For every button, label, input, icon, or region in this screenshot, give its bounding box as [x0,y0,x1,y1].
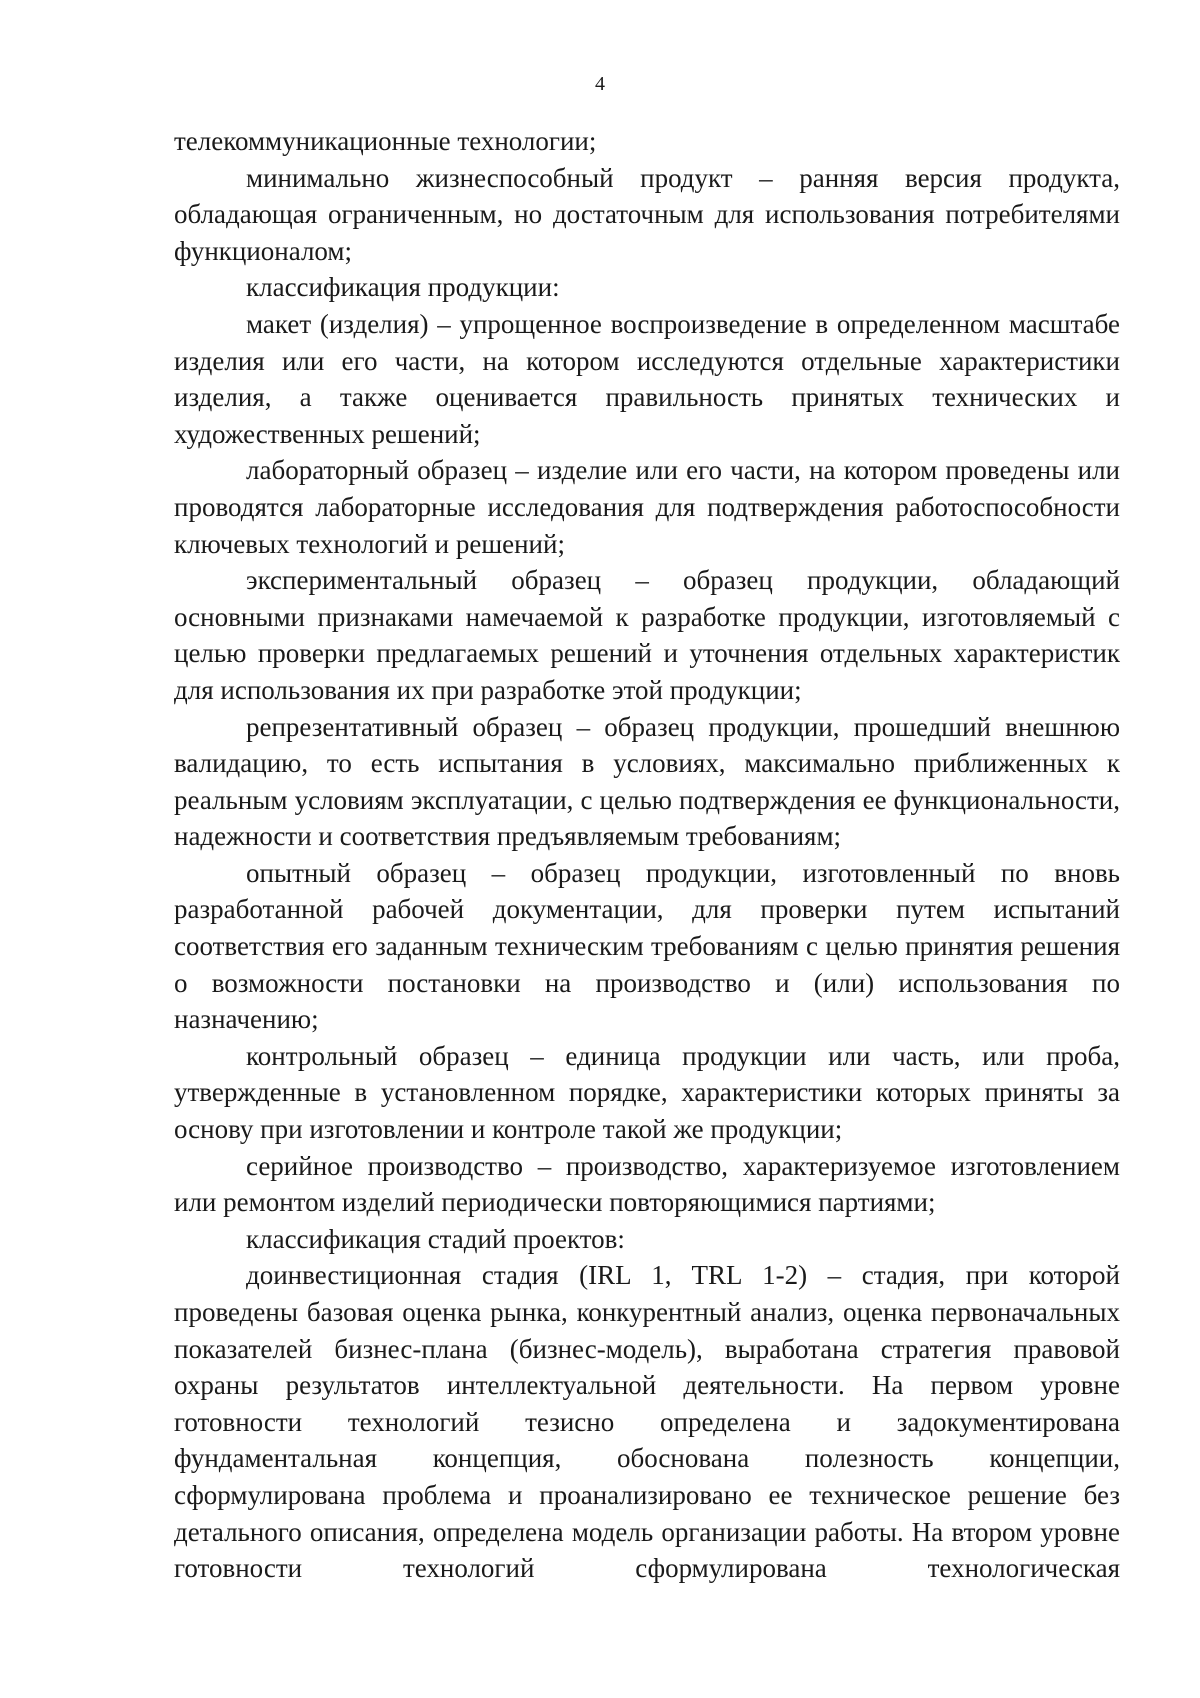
paragraph: контрольный образец – единица продукции или часть, или проба, утвержденные в установленном порядке, характеристики которых приняты за основу при изготовлении и контроле такой же продукции; [174,1040,1120,1145]
paragraph: доинвестиционная стадия (IRL 1, TRL 1-2) – стадия, при которой проведены базовая оценка рынка, конкурентный анализ, оценка первоначальных показателей бизнес-плана (бизнес-модель), выработана стратегия правовой охраны результатов интеллектуальной деятельности. На первом уровне готовности технологий тезисно определена и задокументирована фундаментальная концепция, обоснована полезность концепции, сформулирована проблема и проанализировано ее техническое решение без детального описания, определена модель организации работы. На втором уровне готовности технологий сформулирована технологическая [174,1260,1120,1584]
paragraph: лабораторный образец – изделие или его части, на котором проведены или проводятся лабораторные исследования для подтверждения работоспособности ключевых технологий и решений; [174,455,1120,559]
page-number: 4 [595,73,605,95]
paragraph: опытный образец – образец продукции, изготовленный по вновь разработанной рабочей документации, для проверки путем испытаний соответствия его заданным техническим требованиям с целью принятия решения о возможности постановки на производство и (или) использования по назначению; [174,857,1120,1035]
paragraph: телекоммуникационные технологии; [174,126,597,156]
paragraph: экспериментальный образец – образец продукции, обладающий основными признаками намечаемой к разработке продукции, изготовляемый с целью проверки предлагаемых решений и уточнения отдельных характеристик для использования их при разработке этой продукции; [174,565,1120,705]
paragraph: классификация стадий проектов: [246,1223,625,1254]
paragraph: макет (изделия) – упрощенное воспроизведение в определенном масштабе изделия или его части, на котором исследуются отдельные характеристики изделия, а также оценивается правильность принятых технических и художественных решений; [174,308,1120,449]
document-body [174,123,1120,1587]
paragraph: классификация продукции: [246,272,560,303]
paragraph: серийное производство – производство, характеризуемое изготовлением или ремонтом изделий периодически повторяющимися партиями; [174,1150,1120,1218]
paragraph: репрезентативный образец – образец продукции, прошедший внешнюю валидацию, то есть испытания в условиях, максимально приближенных к реальным условиям эксплуатации, с целью подтверждения ее функциональности, надежности и соответствия предъявляемым требованиям; [174,711,1120,852]
paragraph: минимально жизнеспособный продукт – ранняя версия продукта, обладающая ограниченным, но достаточным для использования потребителями функционалом; [174,162,1120,266]
